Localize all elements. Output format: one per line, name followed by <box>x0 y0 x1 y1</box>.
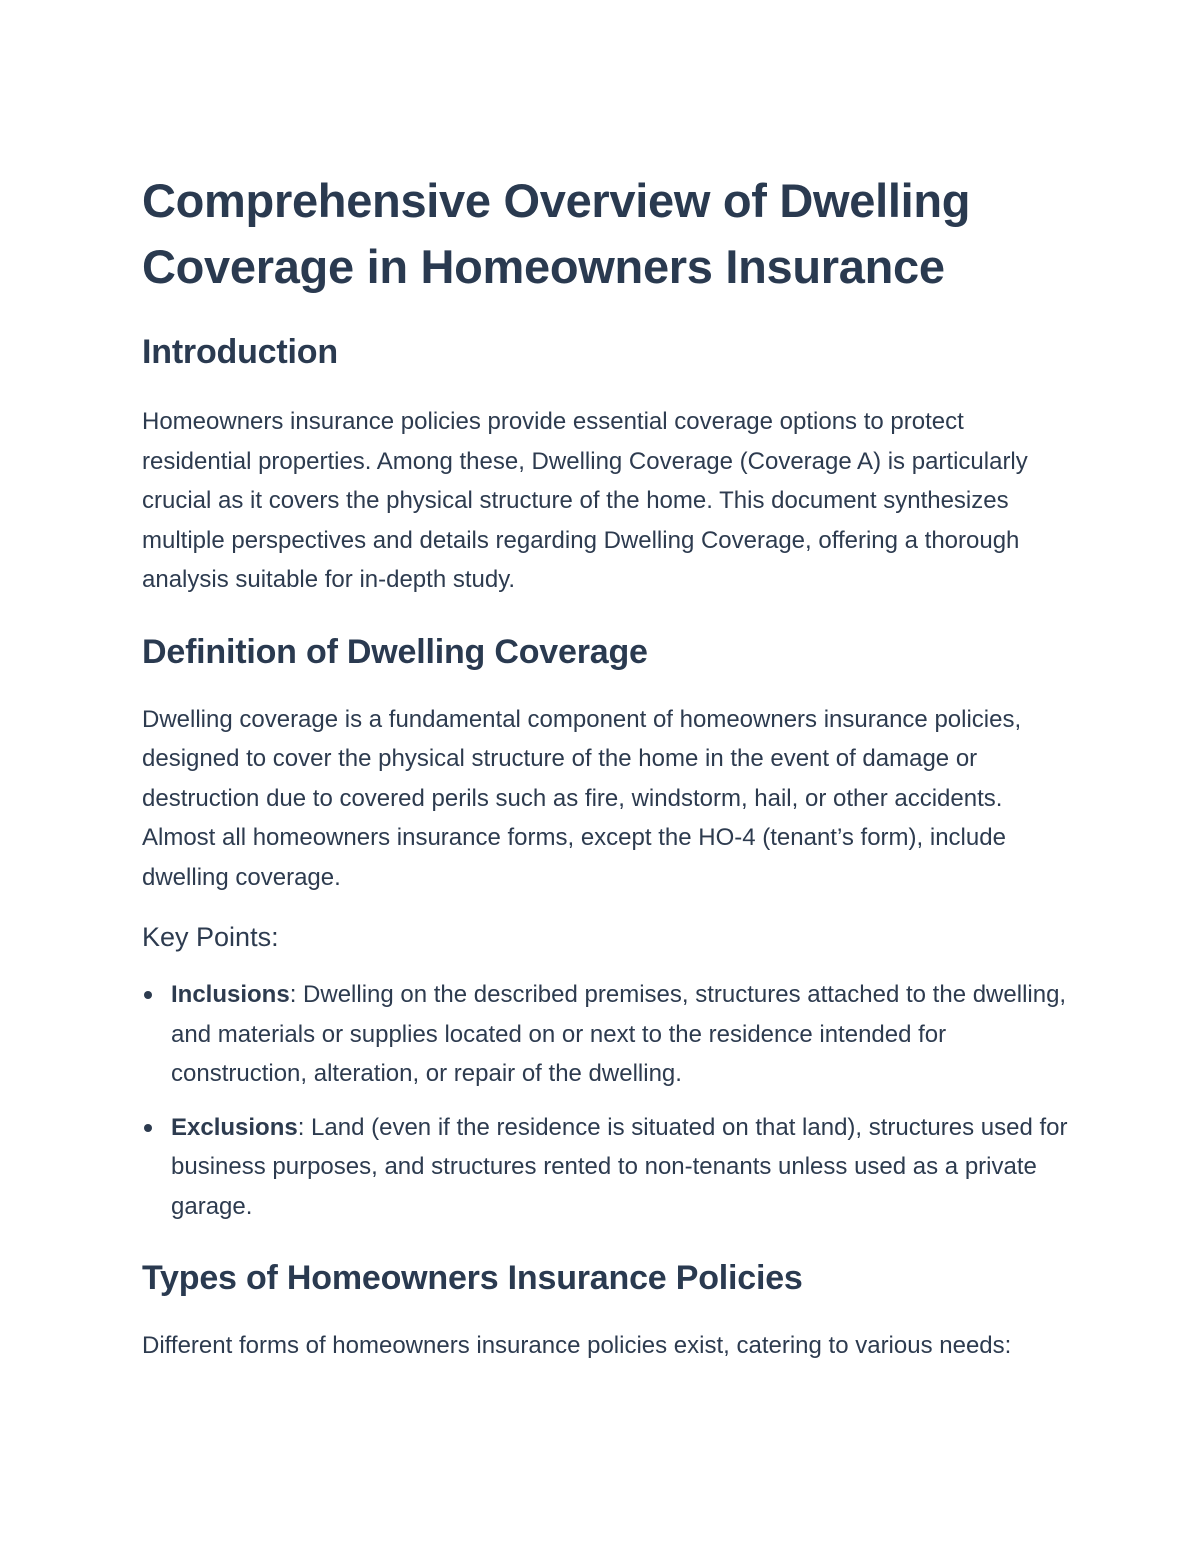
document-title: Comprehensive Overview of Dwelling Coverage in Homeowners Insurance <box>142 174 971 293</box>
introduction-paragraph: Homeowners insurance policies provide essential coverage options to protect residential properties. Among these, Dwelling Coverage (Coverage A) is particularly crucial as it covers the physical structure of the home. This document synthesizes multiple perspectives and details regarding Dwelling Coverage, offering a thorough analysis suitable for in-depth study. <box>142 408 1028 593</box>
inclusions-text: : Dwelling on the described premises, structures attached to the dwelling, and materials or supplies located on or next to the residence intended for construction, alteration, or repair of the dwelling. <box>171 981 1067 1087</box>
definition-paragraph: Dwelling coverage is a fundamental component of homeowners insurance policies, designed to cover the physical structure of the home in the event of damage or destruction due to covered perils such as fire, windstorm, hail, or other accidents. Almost all homeowners insurance forms, except the HO-4 (tenant’s form), include dwelling coverage. <box>142 705 1022 891</box>
types-paragraph: Different forms of homeowners insurance policies exist, catering to various needs: <box>142 1332 1012 1359</box>
exclusions-text: : Land (even if the residence is situated on that land), structures used for business purposes, and structures rented to non-tenants unless used as a private garage. <box>171 1113 1068 1220</box>
list-item-inclusions <box>142 975 1072 1094</box>
key-points-list <box>142 975 1072 1226</box>
document-page <box>142 168 1072 1366</box>
bullet-icon <box>144 1124 152 1132</box>
introduction-heading: Introduction <box>142 333 338 371</box>
bullet-icon <box>144 991 152 999</box>
key-points-heading: Key Points: <box>142 922 279 952</box>
exclusions-label: Exclusions <box>171 1113 298 1141</box>
types-heading: Types of Homeowners Insurance Policies <box>142 1259 803 1297</box>
definition-heading: Definition of Dwelling Coverage <box>142 632 648 671</box>
inclusions-label: Inclusions <box>171 981 290 1008</box>
list-item-exclusions <box>142 1108 1072 1227</box>
